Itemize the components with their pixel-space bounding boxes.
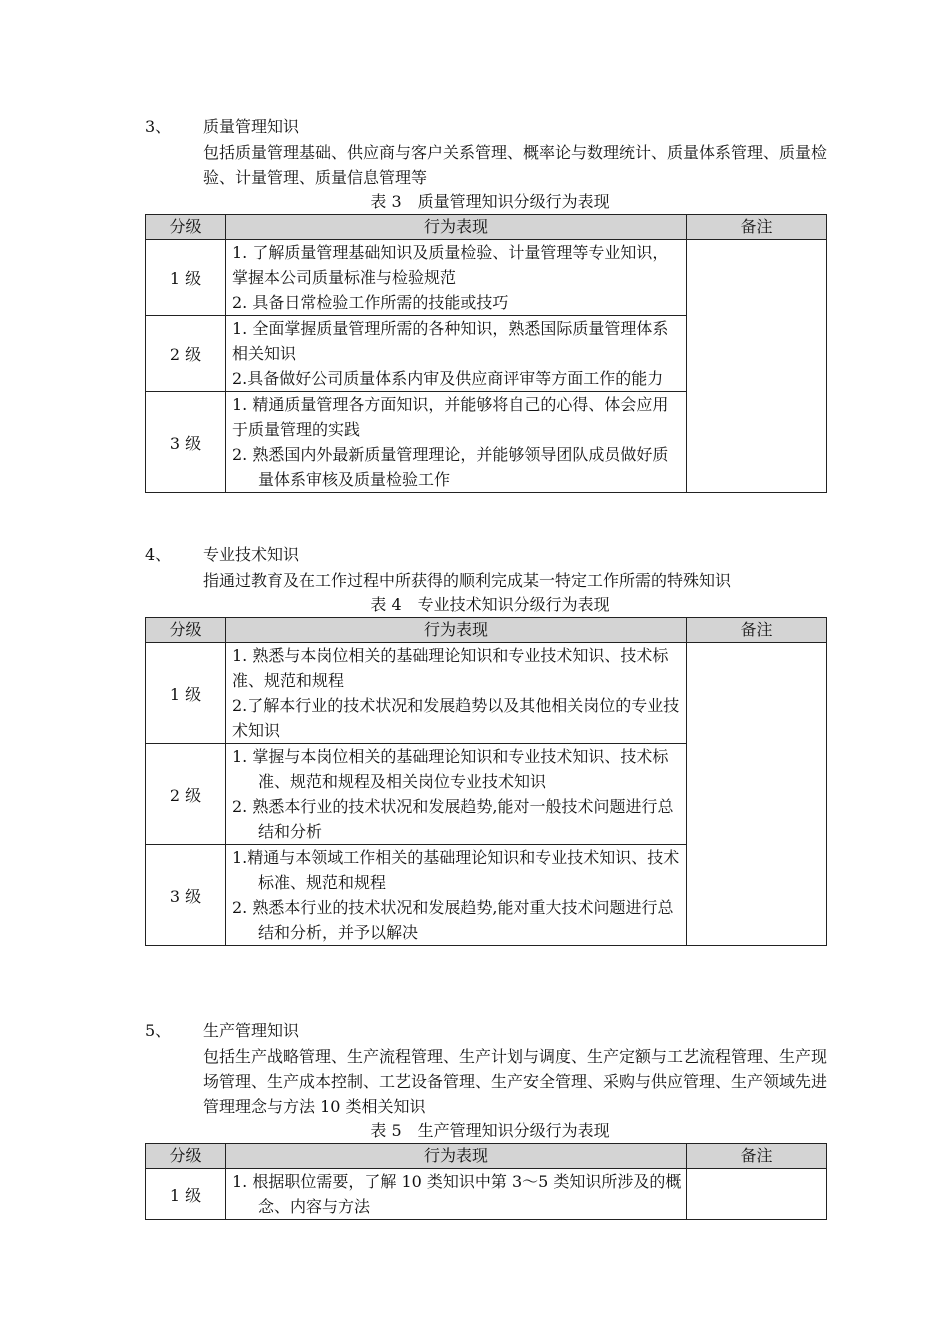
- header-note: 备注: [687, 618, 827, 643]
- header-note: 备注: [687, 215, 827, 240]
- behavior-item: 1. 了解质量管理基础知识及质量检验、计量管理等专业知识，掌握本公司质量标准与检验规范: [232, 243, 669, 287]
- table-caption: 表 3 质量管理知识分级行为表现: [370, 192, 610, 211]
- section-description: 包括质量管理基础、供应商与客户关系管理、概率论与数理统计、质量体系管理、质量检验、计量管理、质量信息管理等: [203, 143, 828, 187]
- level-cell: 3 级: [146, 845, 226, 946]
- table-row: [146, 643, 827, 744]
- behavior-item: 2.了解本行业的技术状况和发展趋势以及其他相关岗位的专业技术知识: [232, 696, 680, 740]
- behavior-item: 2. 熟悉本行业的技术状况和发展趋势,能对一般技术问题进行总结和分析: [232, 797, 674, 841]
- behavior-item: 1.精通与本领域工作相关的基础理论知识和专业技术知识、技术标准、规范和规程: [232, 848, 680, 892]
- section-heading: [145, 1018, 835, 1044]
- behavior-item: 1. 全面掌握质量管理所需的各种知识，熟悉国际质量管理体系相关知识: [232, 319, 669, 363]
- section-title: 质量管理知识: [203, 117, 300, 136]
- level-cell: 2 级: [146, 744, 226, 845]
- behavior-item: 1. 熟悉与本岗位相关的基础理论知识和专业技术知识、技术标准、规范和规程: [232, 646, 669, 690]
- section-production-management: [145, 1018, 835, 1220]
- section-number: 5、: [145, 1021, 172, 1040]
- section-heading: [145, 114, 835, 140]
- behavior-cell: [226, 316, 687, 392]
- note-cell: [687, 1169, 827, 1220]
- behavior-table: [145, 214, 827, 493]
- level-cell: 1 级: [146, 240, 226, 316]
- table-caption: 表 5 生产管理知识分级行为表现: [370, 1121, 610, 1140]
- behavior-cell: [226, 1169, 687, 1220]
- behavior-item: 2. 具备日常检验工作所需的技能或技巧: [232, 293, 509, 312]
- level-cell: 2 级: [146, 316, 226, 392]
- section-number: 3、: [145, 117, 172, 136]
- note-cell: [687, 643, 827, 946]
- behavior-item: 1. 精通质量管理各方面知识，并能够将自己的心得、体会应用于质量管理的实践: [232, 395, 669, 439]
- behavior-item: 2. 熟悉国内外最新质量管理理论，并能够领导团队成员做好质量体系审核及质量检验工作: [232, 445, 669, 489]
- table-header-row: [146, 618, 827, 643]
- header-level: 分级: [146, 618, 226, 643]
- table-row: [146, 240, 827, 316]
- table-row: [146, 1169, 827, 1220]
- section-title: 专业技术知识: [203, 545, 300, 564]
- behavior-table: [145, 617, 827, 946]
- behavior-cell: [226, 392, 687, 493]
- behavior-table: [145, 1143, 827, 1220]
- behavior-item: 2.具备做好公司质量体系内审及供应商评审等方面工作的能力: [232, 369, 664, 388]
- header-level: 分级: [146, 1144, 226, 1169]
- behavior-cell: [226, 240, 687, 316]
- header-behavior: 行为表现: [226, 215, 687, 240]
- section-description: 指通过教育及在工作过程中所获得的顺利完成某一特定工作所需的特殊知识: [203, 571, 732, 590]
- behavior-cell: [226, 845, 687, 946]
- behavior-item: 1. 掌握与本岗位相关的基础理论知识和专业技术知识、技术标准、规范和规程及相关岗位专业技术知识: [232, 747, 669, 791]
- section-description: 包括生产战略管理、生产流程管理、生产计划与调度、生产定额与工艺流程管理、生产现场管理、生产成本控制、工艺设备管理、生产安全管理、采购与供应管理、生产领域先进管理理念与方法 10 类相关知识: [203, 1047, 828, 1116]
- level-cell: 3 级: [146, 392, 226, 493]
- section-quality-management: [145, 114, 835, 493]
- behavior-item: 1. 根据职位需要，了解 10 类知识中第 3～5 类知识所涉及的概念、内容与方法: [232, 1172, 682, 1216]
- level-cell: 1 级: [146, 643, 226, 744]
- table-caption: 表 4 专业技术知识分级行为表现: [370, 595, 610, 614]
- note-cell: [687, 240, 827, 493]
- header-note: 备注: [687, 1144, 827, 1169]
- header-behavior: 行为表现: [226, 1144, 687, 1169]
- section-title: 生产管理知识: [203, 1021, 300, 1040]
- behavior-cell: [226, 744, 687, 845]
- header-level: 分级: [146, 215, 226, 240]
- table-header-row: [146, 215, 827, 240]
- section-heading: [145, 542, 835, 568]
- section-technical-knowledge: [145, 542, 835, 946]
- behavior-cell: [226, 643, 687, 744]
- table-header-row: [146, 1144, 827, 1169]
- behavior-item: 2. 熟悉本行业的技术状况和发展趋势,能对重大技术问题进行总结和分析，并予以解决: [232, 898, 674, 942]
- header-behavior: 行为表现: [226, 618, 687, 643]
- level-cell: 1 级: [146, 1169, 226, 1220]
- section-number: 4、: [145, 545, 172, 564]
